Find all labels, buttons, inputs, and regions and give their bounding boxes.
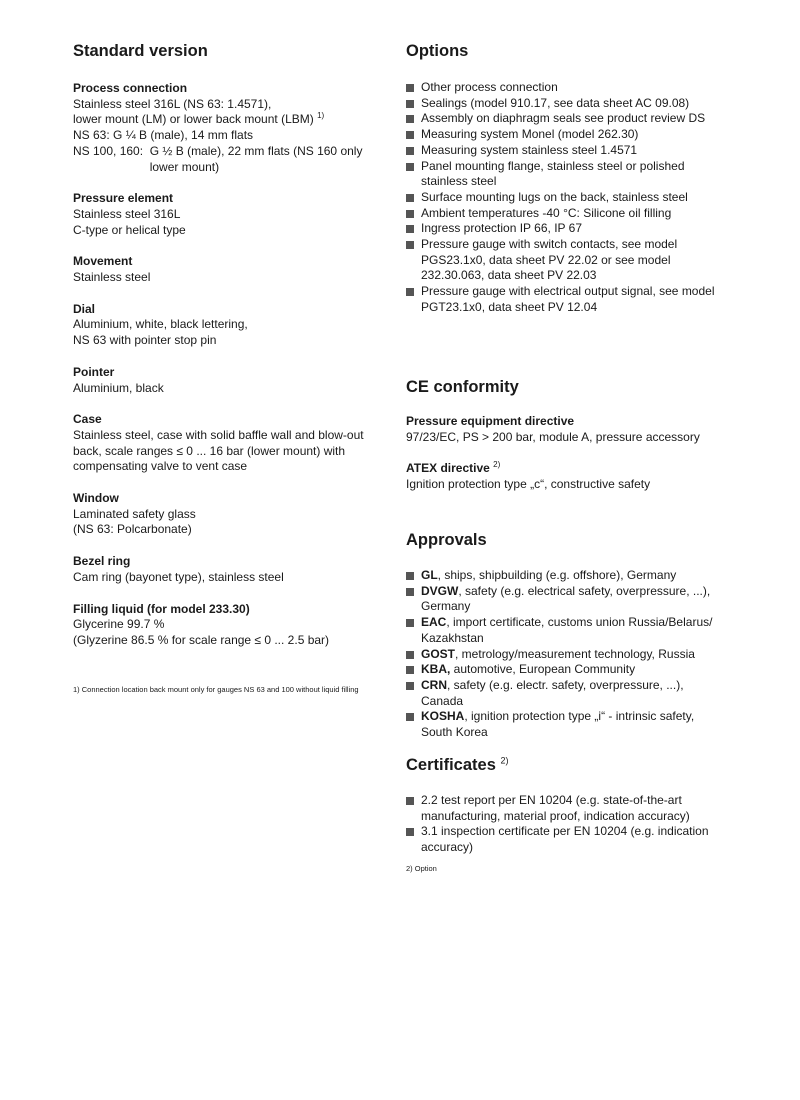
filling-liquid-label: Filling liquid (for model 233.30)	[73, 601, 250, 616]
process-connection-line1: Stainless steel 316L (NS 63: 1.4571),	[73, 96, 272, 111]
approval-item: KBA, automotive, European Community	[406, 662, 726, 678]
standard-version-title: Standard version	[73, 42, 208, 60]
case-label: Case	[73, 412, 102, 427]
approval-item: EAC, import certificate, customs union Russia/Belarus/ Kazakhstan	[406, 615, 726, 646]
square-bullet-icon	[406, 147, 414, 155]
certificates-section	[406, 755, 726, 874]
square-bullet-icon	[406, 682, 414, 690]
square-bullet-icon	[406, 713, 414, 721]
bezel-ring-line1: Cam ring (bayonet type), stainless steel	[73, 569, 284, 584]
pointer-line1: Aluminium, black	[73, 380, 164, 395]
options-list	[406, 80, 726, 316]
square-bullet-icon	[406, 828, 414, 836]
footnote-marker-2: 2)	[493, 460, 501, 470]
window-label: Window	[73, 491, 119, 506]
certificate-item: 2.2 test report per EN 10204 (e.g. state-of-the-art manufacturing, material proof, indication accuracy)	[406, 793, 726, 824]
option-item: Measuring system stainless steel 1.4571	[406, 143, 726, 159]
pressure-element-line1: Stainless steel 316L	[73, 206, 181, 221]
square-bullet-icon	[406, 241, 414, 249]
window-section	[73, 491, 391, 538]
dial-section	[73, 302, 391, 349]
option-item: Pressure gauge with electrical output signal, see model PGT23.1x0, data sheet PV 12.04	[406, 284, 726, 315]
approval-item: GOST, metrology/measurement technology, Russia	[406, 647, 726, 663]
approval-item: GL, ships, shipbuilding (e.g. offshore), Germany	[406, 568, 726, 584]
atex-label: ATEX directive $^{2)}$	[406, 460, 501, 476]
square-bullet-icon	[406, 651, 414, 659]
square-bullet-icon	[406, 115, 414, 123]
option-item: Panel mounting flange, stainless steel or polished stainless steel	[406, 159, 726, 190]
pressure-element-line2: C-type or helical type	[73, 222, 186, 237]
square-bullet-icon	[406, 210, 414, 218]
certificate-item: 3.1 inspection certificate per EN 10204 (e.g. indication accuracy)	[406, 824, 726, 855]
filling-liquid-line1: Glycerine 99.7 %	[73, 617, 165, 632]
options-title: Options	[406, 42, 469, 60]
atex-text: Ignition protection type „c“, constructive safety	[406, 477, 651, 492]
option-item: Surface mounting lugs on the back, stainless steel	[406, 190, 726, 206]
option-item: Measuring system Monel (model 262.30)	[406, 127, 726, 143]
option-item: Other process connection	[406, 80, 726, 96]
pointer-label: Pointer	[73, 364, 115, 379]
certificates-list	[406, 793, 726, 856]
approval-item: KOSHA, ignition protection type „i“ - intrinsic safety, South Korea	[406, 709, 726, 740]
footnote-marker-2b: 2)	[500, 755, 509, 766]
square-bullet-icon	[406, 572, 414, 580]
square-bullet-icon	[406, 194, 414, 202]
pressure-element-section	[73, 191, 391, 238]
option-item: Ingress protection IP 66, IP 67	[406, 221, 726, 237]
footnote-2: 2) Option	[406, 863, 437, 873]
approvals-list	[406, 568, 726, 741]
process-connection-label: Process connection	[73, 81, 188, 95]
option-item: Pressure gauge with switch contacts, see model PGS23.1x0, data sheet PV 22.02 or see model 232.30.063, data sheet PV 22.03	[406, 237, 726, 284]
case-text: Stainless steel, case with solid baffle wall and blow-out back, scale ranges ≤ 0 ... 16 bar (lower mount) with compensating valve to vent case	[73, 427, 364, 474]
process-connection-line2: lower mount (LM) or lower back mount (LBM) $^{1)}$	[73, 111, 325, 127]
pressure-element-label: Pressure element	[73, 191, 174, 206]
dial-label: Dial	[73, 301, 96, 316]
process-connection-line3: NS 63: G ¼ B (male), 14 mm flats	[73, 128, 254, 143]
standard-version-column	[73, 41, 391, 695]
square-bullet-icon	[406, 588, 414, 596]
ped-text: 97/23/EC, PS > 200 bar, module A, pressure accessory	[406, 429, 700, 444]
square-bullet-icon	[406, 163, 414, 171]
filling-liquid-line2: (Glyzerine 86.5 % for scale range ≤ 0 ... 2.5 bar)	[73, 632, 330, 647]
filling-liquid-section	[73, 602, 391, 649]
process-connection-section	[73, 81, 391, 175]
bezel-ring-section	[73, 554, 391, 585]
option-item: Sealings (model 910.17, see data sheet AC 09.08)	[406, 96, 726, 112]
approvals-title: Approvals	[406, 531, 487, 549]
footnote-1: 1) Connection location back mount only for gauges NS 63 and 100 without liquid filling	[73, 684, 359, 694]
approvals-section	[406, 530, 726, 741]
dial-line2: NS 63 with pointer stop pin	[73, 333, 217, 348]
footnote-marker-1: 1)	[317, 111, 325, 121]
approval-item: CRN, safety (e.g. electr. safety, overpressure, ...), Canada	[406, 678, 726, 709]
square-bullet-icon	[406, 288, 414, 296]
square-bullet-icon	[406, 619, 414, 627]
approval-item: DVGW, safety (e.g. electrical safety, overpressure, ...), Germany	[406, 584, 726, 615]
options-section	[406, 41, 726, 316]
option-item: Assembly on diaphragm seals see product review DS	[406, 111, 726, 127]
bezel-ring-label: Bezel ring	[73, 554, 131, 569]
dial-line1: Aluminium, white, black lettering,	[73, 317, 248, 332]
option-item: Ambient temperatures -40 °C: Silicone oil filling	[406, 206, 726, 222]
case-section	[73, 412, 391, 475]
square-bullet-icon	[406, 225, 414, 233]
ce-conformity-title: CE conformity	[406, 378, 519, 396]
square-bullet-icon	[406, 797, 414, 805]
square-bullet-icon	[406, 84, 414, 92]
window-line2: (NS 63: Polcarbonate)	[73, 522, 192, 537]
square-bullet-icon	[406, 666, 414, 674]
movement-line1: Stainless steel	[73, 270, 151, 285]
window-line1: Laminated safety glass	[73, 506, 196, 521]
pointer-section	[73, 365, 391, 396]
square-bullet-icon	[406, 100, 414, 108]
ce-conformity-section	[406, 377, 726, 493]
movement-label: Movement	[73, 254, 133, 269]
certificates-title: Certificates $^{2)}$	[406, 755, 509, 774]
ped-label: Pressure equipment directive	[406, 414, 575, 428]
movement-section	[73, 254, 391, 285]
process-connection-line4: NS 100, 160: G ½ B (male), 22 mm flats (NS 160 only lower mount)	[73, 143, 363, 174]
square-bullet-icon	[406, 131, 414, 139]
